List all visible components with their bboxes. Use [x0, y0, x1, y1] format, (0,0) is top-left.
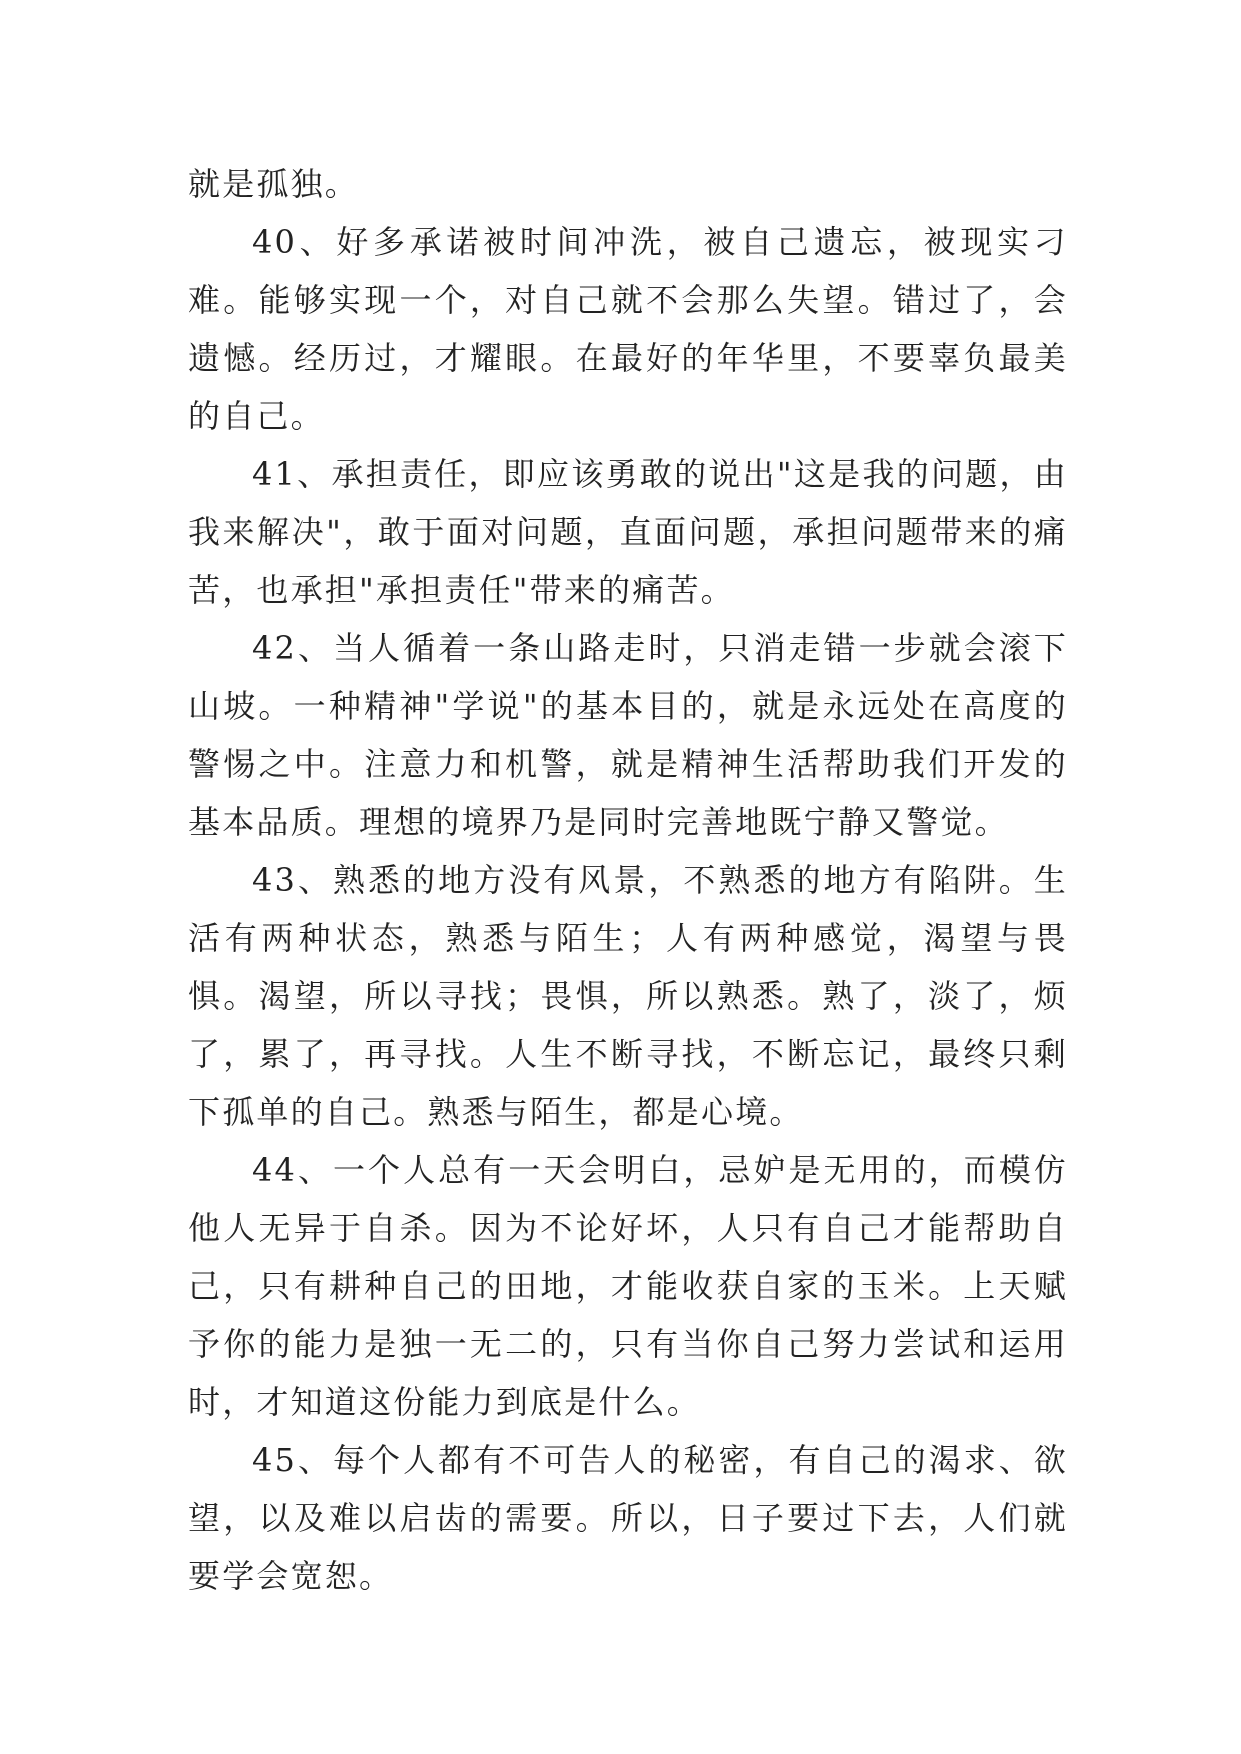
paragraph-43: 43、熟悉的地方没有风景，不熟悉的地方有陷阱。生活有两种状态，熟悉与陌生；人有两种感觉，渴望与畏惧。渴望，所以寻找；畏惧，所以熟悉。熟了，淡了，烦了，累了，再寻找。人生不断寻找，不断忘记，最终只剩下孤单的自己。熟悉与陌生，都是心境。: [188, 861, 1068, 1131]
paragraph-45: 45、每个人都有不可告人的秘密，有自己的渴求、欲望，以及难以启齿的需要。所以，日子要过下去，人们就要学会宽恕。: [188, 1441, 1068, 1595]
paragraph-41: 41、承担责任，即应该勇敢的说出"这是我的问题，由我来解决"，敢于面对问题，直面问题，承担问题带来的痛苦，也承担"承担责任"带来的痛苦。: [188, 455, 1068, 609]
paragraph-continuation: 就是孤独。: [188, 165, 360, 203]
paragraph-42: 42、当人循着一条山路走时，只消走错一步就会滚下山坡。一种精神"学说"的基本目的，就是永远处在高度的警惕之中。注意力和机警，就是精神生活帮助我们开发的基本品质。理想的境界乃是同时完善地既宁静又警觉。: [188, 629, 1068, 841]
paragraph-40: 40、好多承诺被时间冲洗，被自己遗忘，被现实刁难。能够实现一个，对自己就不会那么失望。错过了，会遗憾。经历过，才耀眼。在最好的年华里，不要辜负最美的自己。: [188, 223, 1068, 435]
paragraph-44: 44、一个人总有一天会明白，忌妒是无用的，而模仿他人无异于自杀。因为不论好坏，人只有自己才能帮助自己，只有耕种自己的田地，才能收获自家的玉米。上天赋予你的能力是独一无二的，只有当你自己努力尝试和运用时，才知道这份能力到底是什么。: [188, 1151, 1068, 1421]
document-body: [188, 155, 1068, 1605]
